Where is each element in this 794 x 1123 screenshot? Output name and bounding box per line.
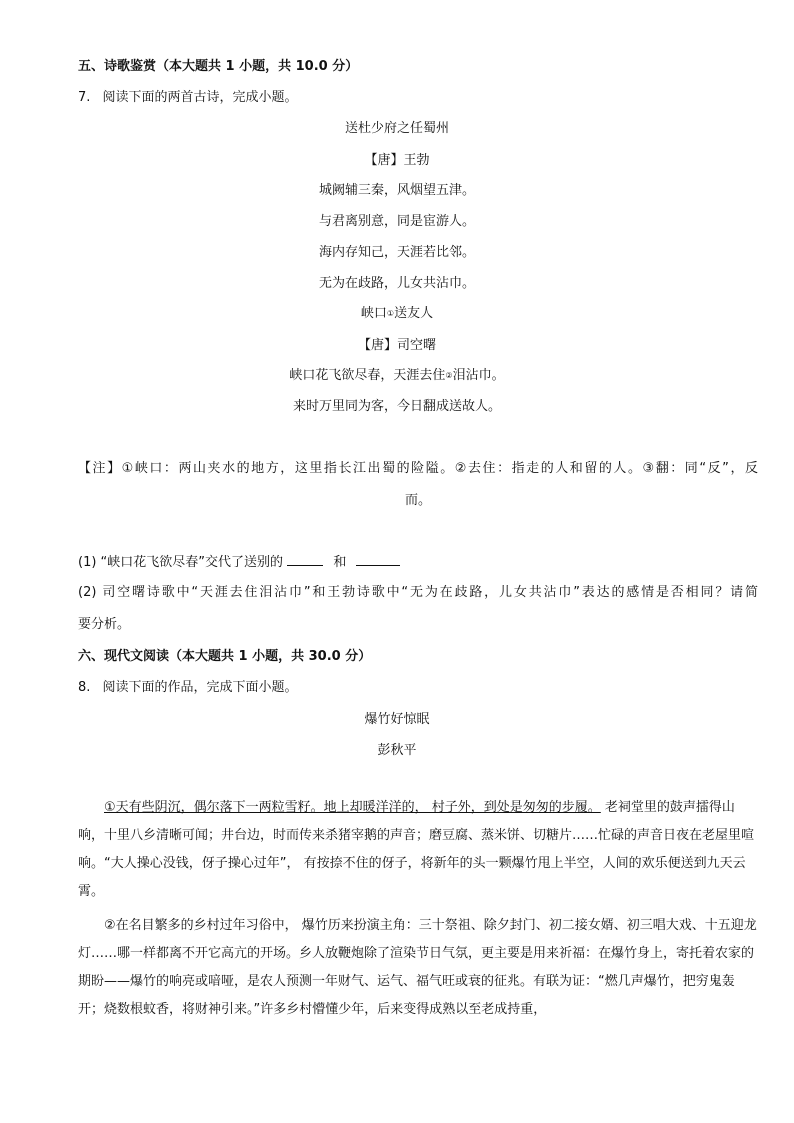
essay-author: 彭秋平 bbox=[377, 743, 417, 758]
question-text: 阅读下面的作品，完成下面小题。 bbox=[102, 680, 298, 695]
section-six-header: 六、现代文阅读（本大题共 1 小题，共 30.0 分） bbox=[78, 649, 372, 664]
section-five-header: 五、诗歌鉴赏（本大题共 1 小题，共 10.0 分） bbox=[78, 59, 359, 74]
essay-title: 爆竹好惊眠 bbox=[364, 712, 430, 727]
poem2-line: 峡口花飞欲尽春，天涯去住②泪沾巾。 bbox=[289, 368, 505, 383]
answer-blank[interactable] bbox=[356, 553, 400, 566]
poem1-author: 【唐】王勃 bbox=[364, 153, 430, 168]
poem1-line: 无为在歧路，儿女共沾巾。 bbox=[318, 276, 475, 291]
poem1-line: 海内存知己，天涯若比邻。 bbox=[318, 245, 475, 260]
essay-paragraph: ②在名目繁多的乡村过年习俗中， 爆竹历来扮演主角：三十祭祖、除夕封门、初二接女婿、初三唱大戏、十五迎龙灯……哪一样都离不开它高亢的开场。乡人放鞭炮除了渲染节日气氛，更主要是用来祈福：在爆竹身上，寄托着农家的期盼——爆竹的响亮或喑哑，是农人预测一年财气、运气、福气旺或衰的征兆。有联为证：“燃几声爆竹，把穷鬼轰开；烧数根蚊香，将财神引来。”许多乡村懵懂少年，后来变得成熟以至老成持重， bbox=[78, 918, 757, 1017]
essay-body bbox=[78, 794, 758, 1024]
question-text: 阅读下面的两首古诗，完成小题。 bbox=[102, 90, 298, 105]
poem2-line: 来时万里同为客，今日翻成送故人。 bbox=[292, 399, 501, 414]
question-number: 8. bbox=[78, 680, 91, 695]
essay-paragraph: ①天有些阴沉，偶尔落下一两粒雪籽。地上却暖洋洋的， 村子外，到处是匆匆的步履。 老祠堂里的鼓声擂得山响，十里八乡清晰可闻；井台边，时而传来杀猪宰鹅的声音；磨豆腐、蒸米饼、切糖片……忙碌的声音日夜在老屋里喧响。“大人操心没钱，伢子操心过年”， 有按捺不住的伢子，将新年的头一颗爆竹甩上半空，人间的欢乐便送到九天云霄。 bbox=[78, 800, 755, 899]
poem1-line: 城阙辅三秦，风烟望五津。 bbox=[318, 183, 475, 198]
question-number: 7. bbox=[78, 90, 91, 105]
poem1-line: 与君离别意，同是宦游人。 bbox=[318, 214, 475, 229]
sub-question-1: (1) “峡口花飞欲尽春”交代了送别的 和 bbox=[78, 553, 400, 572]
question-8 bbox=[78, 679, 298, 697]
footnote-mark: ① bbox=[386, 309, 395, 318]
annotation-note bbox=[78, 453, 758, 517]
poem2-title: 峡口①送友人 bbox=[360, 306, 434, 321]
question-7 bbox=[78, 89, 298, 107]
footnote-mark: ② bbox=[445, 371, 453, 380]
note-line: 【注】①峡口：两山夹水的地方，这里指长江出蜀的险隘。②去住：指走的人和留的人。③翻：同“反”，反 bbox=[78, 461, 758, 476]
poem2-author: 【唐】司空曙 bbox=[357, 338, 436, 353]
poem1-title: 送杜少府之任蜀州 bbox=[344, 121, 449, 136]
answer-blank[interactable] bbox=[287, 553, 323, 566]
sub-question-2: (2) 司空曙诗歌中“天涯去住泪沾巾”和王勃诗歌中“无为在歧路，儿女共沾巾”表达的感情是否相同？请简 要分析。 bbox=[78, 585, 758, 632]
note-line: 而。 bbox=[404, 493, 431, 508]
underlined-sentence: ①天有些阴沉，偶尔落下一两粒雪籽。地上却暖洋洋的， 村子外，到处是匆匆的步履。 bbox=[104, 800, 601, 815]
